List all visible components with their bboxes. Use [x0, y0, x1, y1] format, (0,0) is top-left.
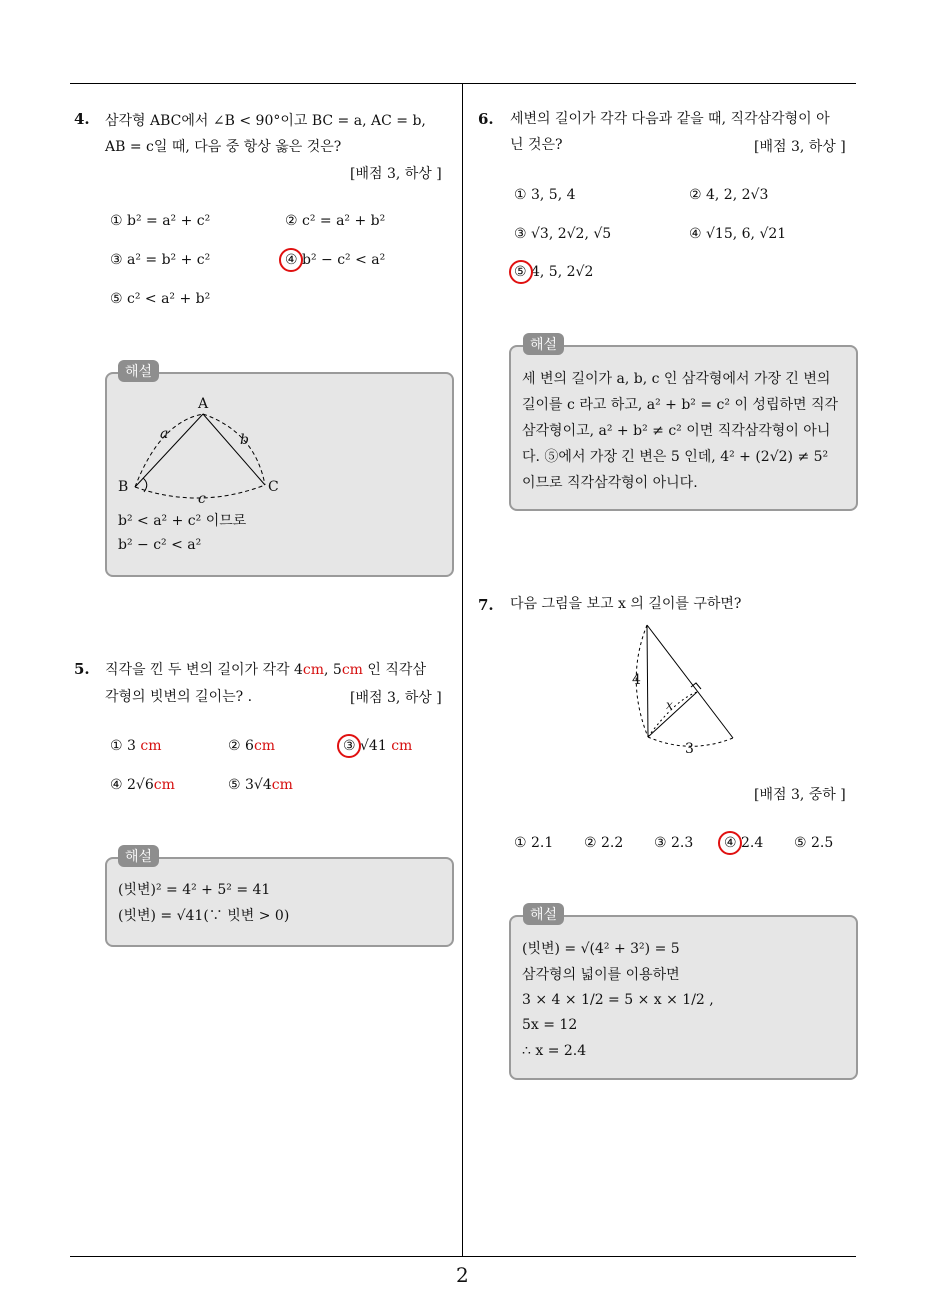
- option-5[interactable]: ⑤ 4, 5, 2√2: [514, 264, 594, 280]
- solution-box: [105, 857, 454, 947]
- option-num: ④: [110, 777, 123, 793]
- option-1[interactable]: ① 3, 5, 4: [514, 187, 576, 203]
- unit-cm: cm: [140, 738, 162, 754]
- unit-cm: cm: [253, 738, 276, 754]
- option-1[interactable]: [110, 738, 162, 754]
- unit-cm: cm: [391, 738, 413, 754]
- score-tag: [배점 3, 하상 ]: [350, 166, 442, 182]
- question-text-line1: [105, 657, 426, 683]
- solution-line-4: 다. ⑤에서 가장 긴 변은 5 인데, 4² + (2√2) ≠ 5²: [522, 449, 829, 465]
- question-number: 5.: [74, 660, 90, 678]
- option-2[interactable]: ② 4, 2, 2√3: [689, 187, 769, 203]
- score-tag: [배점 3, 중하 ]: [754, 787, 846, 803]
- answer-circle-mark: [718, 831, 742, 855]
- unit-cm: cm: [341, 662, 363, 678]
- figure-label-B: B: [118, 479, 129, 495]
- unit-cm: cm: [271, 777, 293, 793]
- option-num: ③: [343, 738, 356, 754]
- solution-line-1: (빗변) = √(4² + 3²) = 5: [522, 941, 680, 957]
- solution-line-2: b² − c² < a²: [118, 537, 202, 553]
- solution-line-1: (빗변)² = 4² + 5² = 41: [118, 882, 271, 898]
- solution-line-1: b² < a² + c² 이므로: [118, 513, 247, 529]
- figure-label-a: a: [160, 426, 169, 442]
- solution-line-5: ∴ x = 2.4: [522, 1043, 587, 1059]
- option-value: 2√6: [127, 777, 154, 793]
- solution-tag: 해설: [118, 845, 159, 867]
- option-value: 6: [245, 738, 254, 754]
- answer-circle-mark: [509, 260, 533, 284]
- solution-line-3: 3 × 4 × 1/2 = 5 × x × 1/2 ,: [522, 992, 714, 1008]
- option-5[interactable]: ⑤ 2.5: [794, 835, 834, 851]
- page-number: 2: [456, 1263, 469, 1287]
- score-tag: [배점 3, 하상 ]: [754, 139, 846, 155]
- option-num: ①: [110, 738, 123, 754]
- option-1[interactable]: ① b² = a² + c²: [110, 213, 211, 229]
- top-rule: [70, 83, 856, 84]
- figure-label-c: c: [198, 491, 206, 507]
- question-text-line2: 닌 것은?: [510, 137, 563, 153]
- option-2[interactable]: ② c² = a² + b²: [285, 213, 386, 229]
- solution-line-1: 세 변의 길이가 a, b, c 인 삼각형에서 가장 긴 변의: [522, 371, 831, 387]
- option-2[interactable]: ② 2.2: [584, 835, 624, 851]
- option-2[interactable]: [228, 738, 275, 754]
- bottom-rule: [70, 1256, 856, 1257]
- option-num: ②: [228, 738, 241, 754]
- solution-line-2: (빗변) = √41(∵ 빗변 > 0): [118, 908, 290, 924]
- question-text-line1: 세변의 길이가 각각 다음과 같을 때, 직각삼각형이 아: [510, 111, 830, 127]
- question-text-line2: 각형의 빗변의 길이는? .: [105, 689, 253, 705]
- answer-circle-mark: [337, 734, 361, 758]
- solution-tag: 해설: [523, 333, 564, 355]
- option-3[interactable]: ③ 2.3: [654, 835, 694, 851]
- question-text-line1: 삼각형 ABC에서 ∠B < 90°이고 BC = a, AC = b,: [105, 113, 426, 129]
- solution-line-2: 길이를 c 라고 하고, a² + b² = c² 이 성립하면 직각: [522, 397, 839, 413]
- figure-label-C: C: [268, 479, 279, 495]
- option-value: √41: [360, 738, 387, 754]
- answer-circle-mark: [279, 248, 303, 272]
- solution-tag: 해설: [523, 903, 564, 925]
- option-4[interactable]: ④ 2.4: [724, 835, 764, 851]
- question-number: 4.: [74, 110, 90, 128]
- option-4[interactable]: ④ √15, 6, √21: [689, 226, 787, 242]
- solution-line-2: 삼각형의 넓이를 이용하면: [522, 967, 680, 983]
- question-number: 7.: [478, 596, 494, 614]
- question-text-line2: AB = c일 때, 다음 중 항상 옳은 것은?: [105, 139, 342, 155]
- figure-label-4: 4: [632, 672, 641, 688]
- solution-tag: 해설: [118, 360, 159, 382]
- text-segment: 직각을 낀 두 변의 길이가 각각 4: [105, 662, 303, 678]
- question-text-line1: 다음 그림을 보고 x 의 길이를 구하면?: [510, 596, 742, 612]
- option-3[interactable]: ③ √3, 2√2, √5: [514, 226, 612, 242]
- unit-cm: cm: [153, 777, 175, 793]
- figure-label-b: b: [240, 432, 249, 448]
- unit-cm: cm: [302, 662, 325, 678]
- solution-line-3: 삼각형이고, a² + b² ≠ c² 이면 직각삼각형이 아니: [522, 423, 831, 439]
- option-1[interactable]: ① 2.1: [514, 835, 554, 851]
- option-3[interactable]: ③ a² = b² + c²: [110, 252, 211, 268]
- option-4[interactable]: [110, 777, 175, 793]
- column-divider: [462, 83, 463, 1256]
- option-5[interactable]: ⑤ c² < a² + b²: [110, 291, 211, 307]
- question-number: 6.: [478, 110, 494, 128]
- text-segment: 인 직각삼: [362, 662, 426, 678]
- figure-label-A: A: [198, 396, 209, 412]
- option-value: 3: [127, 738, 136, 754]
- option-value: 3√4: [245, 777, 272, 793]
- option-num: ⑤: [228, 777, 241, 793]
- option-4[interactable]: ④ b² − c² < a²: [285, 252, 386, 268]
- solution-line-5: 이므로 직각삼각형이 아니다.: [522, 475, 698, 491]
- figure-label-x: x: [666, 698, 673, 712]
- figure-label-3: 3: [685, 741, 694, 757]
- score-tag: [배점 3, 하상 ]: [350, 690, 442, 706]
- text-segment: , 5: [324, 662, 342, 678]
- option-5[interactable]: [228, 777, 293, 793]
- solution-line-4: 5x = 12: [522, 1017, 578, 1033]
